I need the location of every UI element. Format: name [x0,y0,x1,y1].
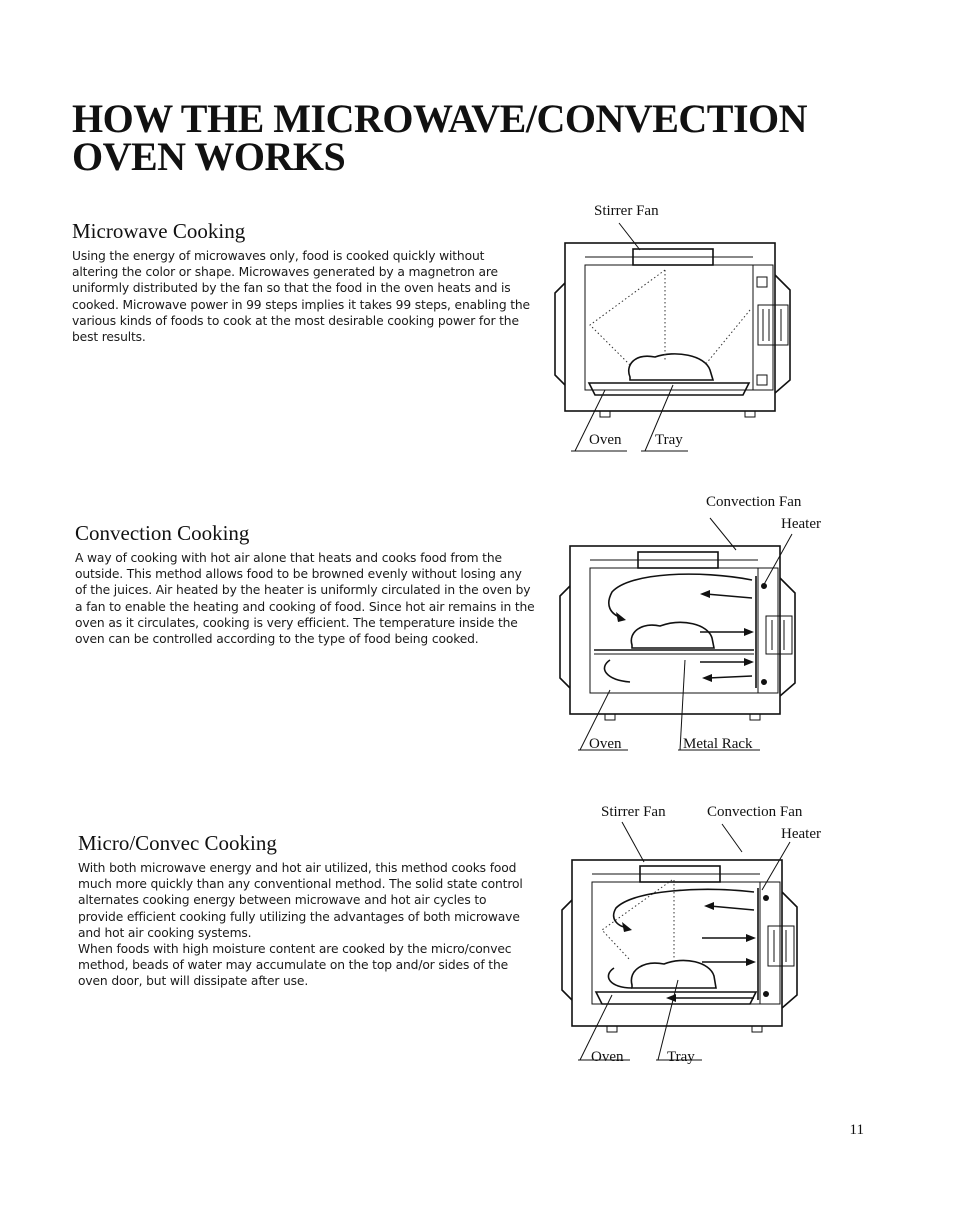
section-body: Using the energy of microwaves only, food is cooked quickly without altering the color or shape. Microwaves generated by a magnetron are uniformly distributed by the fan so that the food in the oven heats and is cooked. Microwave power in 99 steps implies it takes 99 steps, enabling the various kinds of foods to cook at the most desirable cooking power for the best results. [72,249,530,345]
page-number: 11 [849,1122,864,1138]
section-body: A way of cooking with hot air alone that heats and cooks food from the outside. This method allows food to be browned evenly without losing any of the juices. Air heated by the heater is uniformly circulated in the oven by a fan to enable the heating and cooking of food. Since hot air remains in the oven as it circulates, cooking is very efficient. The temperature inside the oven can be controlled according to the type of food being cooked. [75,551,535,647]
section-heading: Convection Cooking [75,521,250,545]
figure-label-convection-fan: Convection Fan [706,494,802,510]
microwave-oven-diagram [545,215,805,455]
figure-label-convection-fan: Convection Fan [707,804,803,820]
section-heading: Microwave Cooking [72,219,246,243]
section-micro-convec-cooking [78,831,530,990]
figure-label-stirrer-fan: Stirrer Fan [594,203,659,219]
figure-label-tray: Tray [655,432,683,448]
figure-label-oven: Oven [591,1049,624,1065]
page-title: HOW THE MICROWAVE/CONVECTION OVEN WORKS [72,96,808,179]
figure-label-tray: Tray [667,1049,695,1065]
figure-label-heater: Heater [781,516,821,532]
convection-oven-diagram [550,510,810,760]
micro-convec-oven-diagram [552,820,812,1070]
figure-label-oven: Oven [589,736,622,752]
section-microwave-cooking [72,219,532,345]
figure-label-metal-rack: Metal Rack [683,736,753,752]
section-heading: Micro/Convec Cooking [78,831,277,855]
figure-label-oven: Oven [589,432,622,448]
figure-label-heater: Heater [781,826,821,842]
section-body: With both microwave energy and hot air utilized, this method cooks food much more quickly than any conventional method. The solid state control alternates cooking energy between microwave and hot air cycles to provide efficient cooking fully utilizing the advantages of both microwave and hot air cooking systems. [78,861,523,940]
section-convection-cooking [75,521,535,647]
figure-label-stirrer-fan: Stirrer Fan [601,804,666,820]
section-body-note: When foods with high moisture content are cooked by the micro/convec method, beads of water may accumulate on the top and/or sides of the oven door, but will dissipate after use. [78,942,512,989]
